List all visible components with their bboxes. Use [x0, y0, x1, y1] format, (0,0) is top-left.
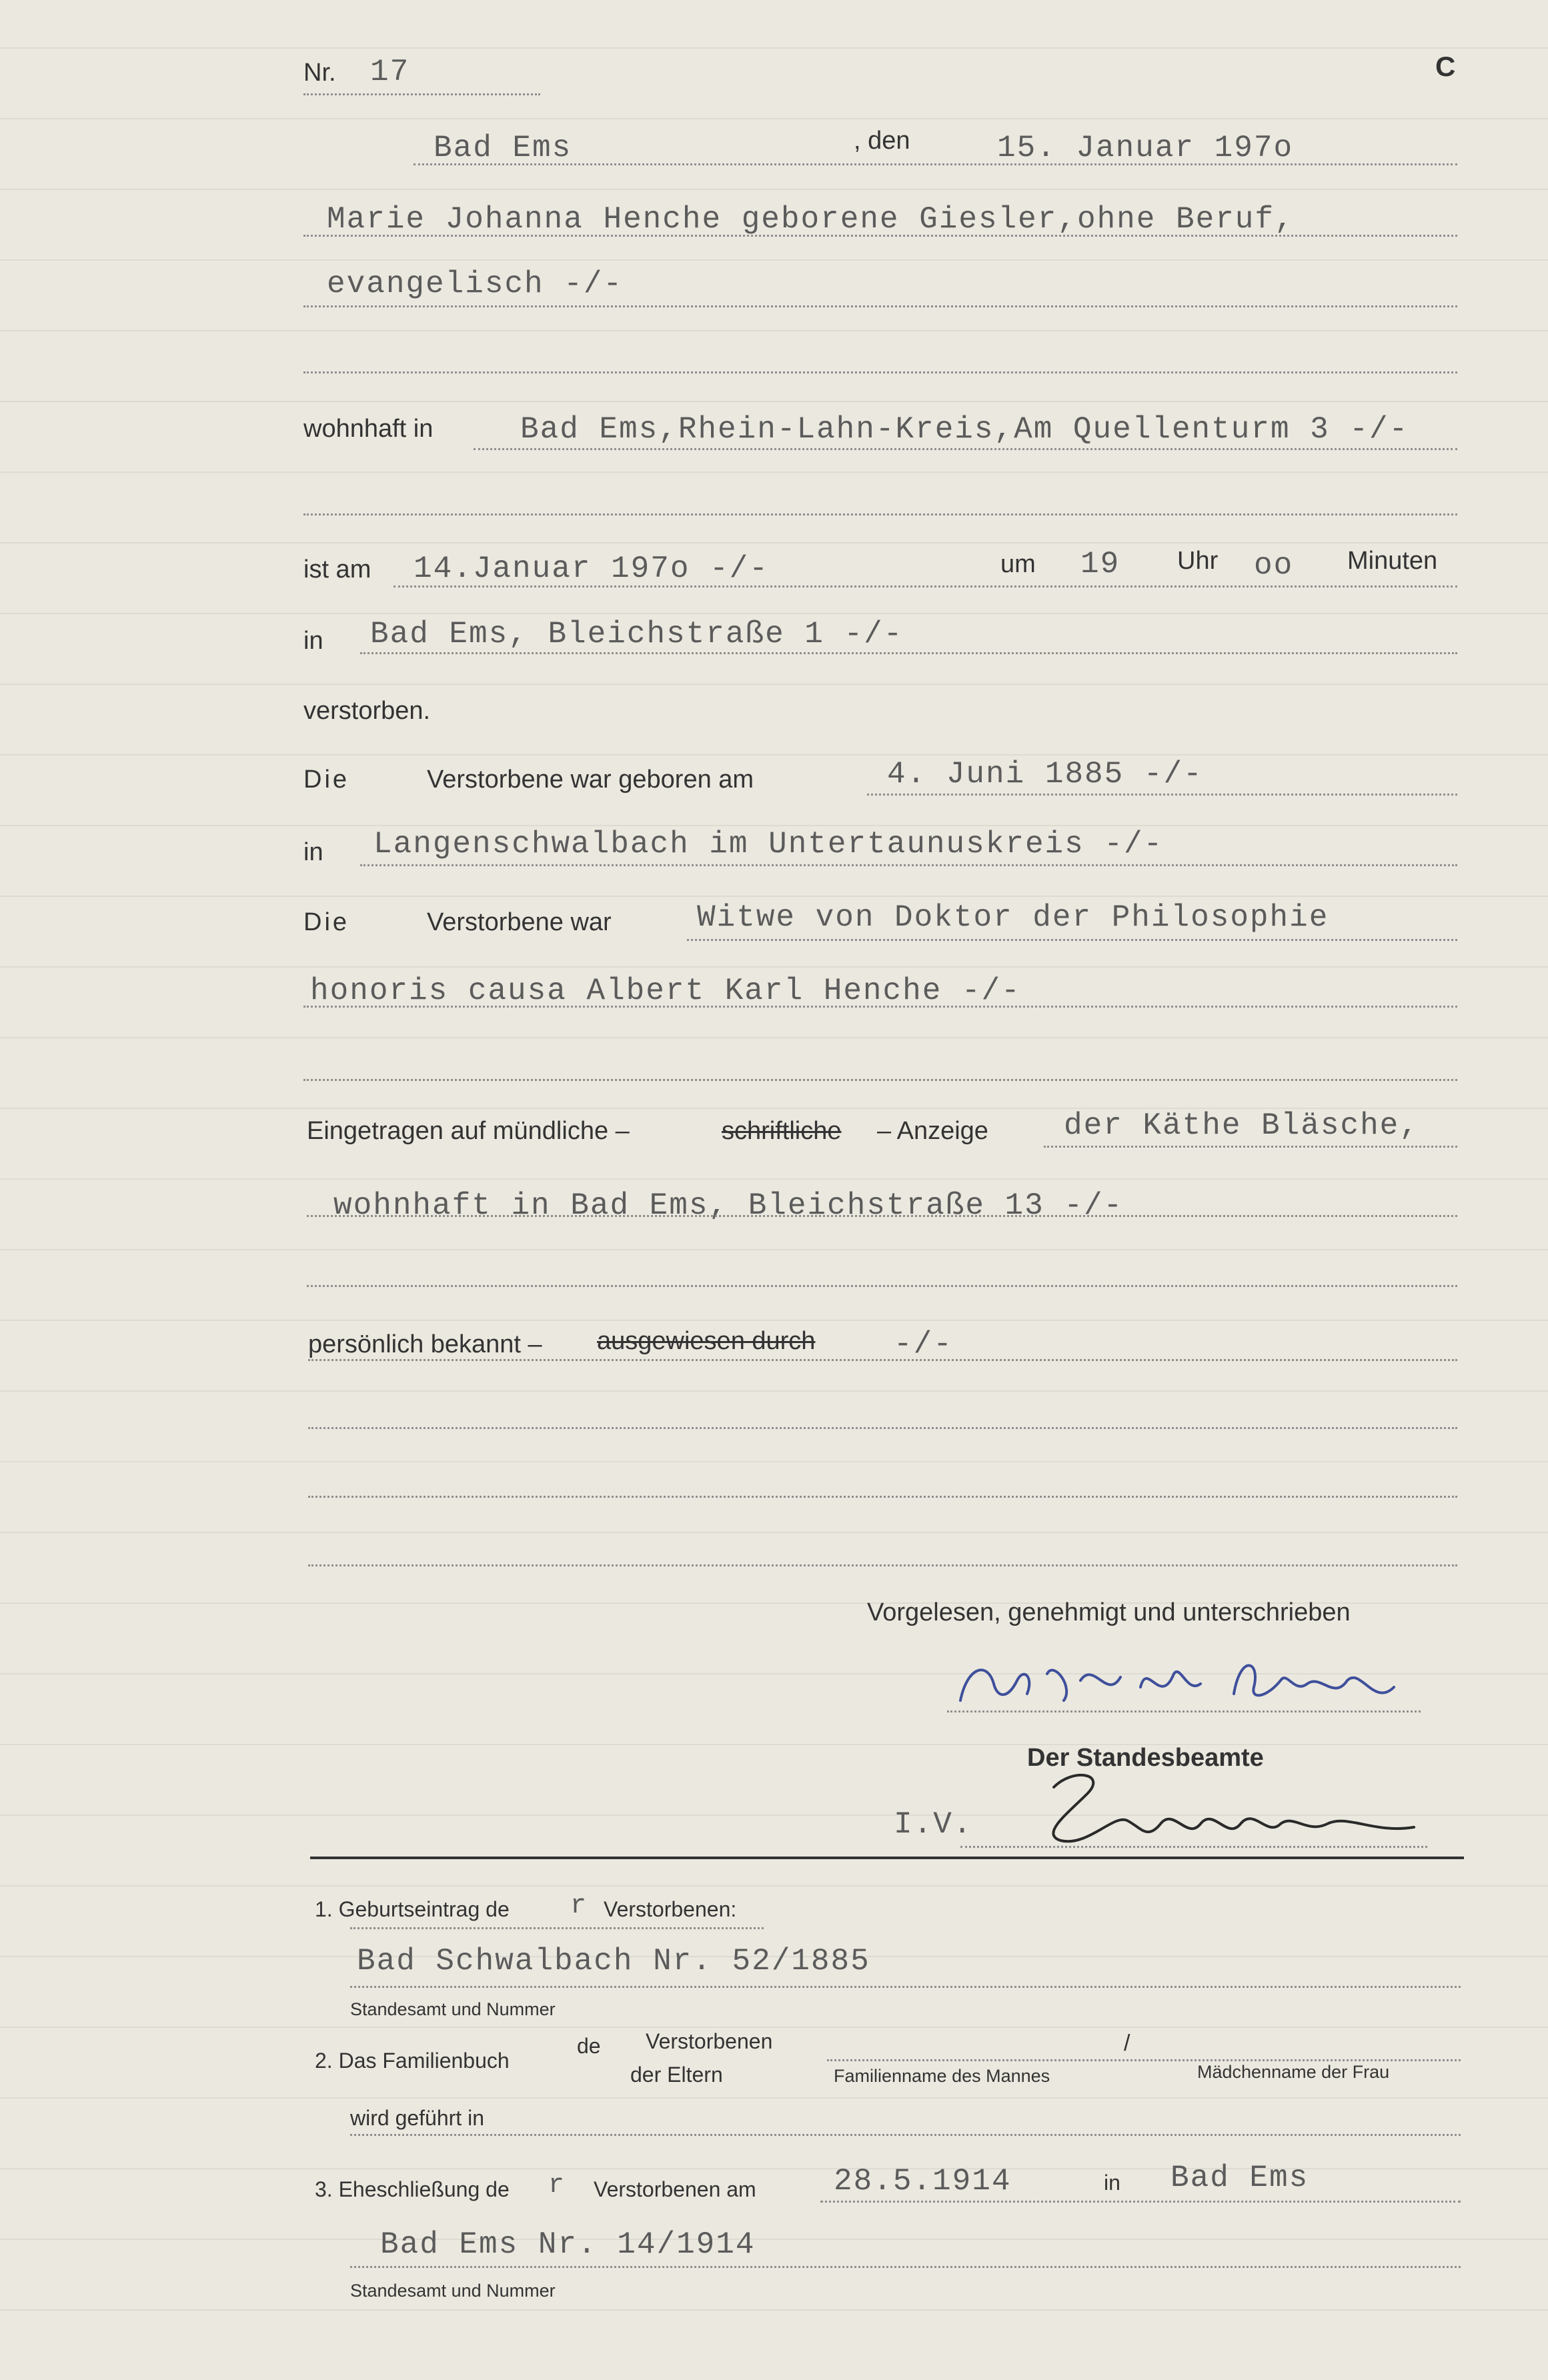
report-line2: wohnhaft in Bad Ems, Bleichstraße 13 -/- — [333, 1188, 1124, 1223]
person-underline1 — [303, 235, 1457, 237]
nr-underline — [303, 93, 540, 95]
item1-value-underline — [350, 1986, 1461, 1988]
residence-underline2 — [303, 513, 1457, 515]
item1-caption: Standesamt und Nummer — [350, 1999, 556, 2019]
place-value: Bad Ems — [434, 131, 572, 165]
item2-de: de — [577, 2034, 601, 2058]
item3-place: Bad Ems — [1171, 2161, 1309, 2195]
birth-date-underline — [867, 794, 1457, 796]
person-line2: evangelisch -/- — [327, 267, 624, 301]
item2-mannes: Familienname des Mannes — [834, 2066, 1050, 2086]
item3-in: in — [1104, 2171, 1120, 2195]
signature2-underline — [960, 1846, 1427, 1848]
report-label-a: Eingetragen auf mündliche – — [307, 1117, 630, 1145]
birth-place-underline — [360, 864, 1457, 866]
person-underline3 — [303, 371, 1457, 373]
status-die-label: Die — [303, 908, 350, 936]
signature-standesbeamte — [1014, 1760, 1427, 1854]
place-date-underline — [414, 163, 1457, 165]
item1-label: 1. Geburtseintrag de — [315, 1897, 510, 1921]
den-label: , den — [854, 127, 910, 155]
status-label: Verstorbene war — [427, 908, 612, 936]
signature1-underline — [947, 1710, 1421, 1712]
item2-verstorbenen: Verstorbenen — [646, 2029, 773, 2053]
residence-value: Bad Ems,Rhein-Lahn-Kreis,Am Quellenturm 3 -/- — [520, 412, 1409, 447]
residence-label: wohnhaft in — [303, 415, 434, 443]
death-minutes: oo — [1254, 548, 1294, 583]
nr-label: Nr. — [303, 59, 336, 87]
death-underline — [394, 585, 1457, 587]
nr-value: 17 — [370, 55, 410, 89]
death-date: 14.Januar 197o -/- — [414, 551, 769, 586]
item1-value: Bad Schwalbach Nr. 52/1885 — [357, 1944, 870, 1979]
birth-die-label: Die — [303, 766, 350, 794]
item1-letter: r — [570, 1891, 588, 1921]
item2-gefuehrt-underline — [350, 2134, 1461, 2136]
item1-suffix: Verstorbenen: — [604, 1897, 737, 1921]
signature-kaethe-blaesche — [947, 1647, 1427, 1720]
verstorben-text: verstorben. — [303, 697, 431, 725]
footer-divider — [310, 1857, 1464, 1859]
person-underline2 — [303, 305, 1457, 307]
report-label-b: – Anzeige — [877, 1117, 988, 1145]
item2-slash: / — [1124, 2031, 1130, 2056]
item2-eltern: der Eltern — [630, 2063, 723, 2087]
report-line1: der Käthe Bläsche, — [1064, 1108, 1419, 1143]
death-hour: 19 — [1080, 547, 1120, 581]
iv-label: I.V. — [894, 1807, 973, 1842]
identity-underline3 — [308, 1496, 1457, 1498]
death-label: ist am — [303, 555, 371, 583]
item3-mid: Verstorbenen am — [594, 2177, 756, 2201]
report-underline2 — [307, 1215, 1457, 1217]
identity-underline2 — [308, 1427, 1457, 1429]
item2-label: 2. Das Familienbuch — [315, 2049, 510, 2073]
identity-underline1 — [308, 1359, 1457, 1361]
birth-in-label: in — [303, 838, 323, 866]
death-place-underline — [360, 652, 1457, 654]
item3-caption: Standesamt und Nummer — [350, 2281, 556, 2301]
date-value: 15. Januar 197o — [997, 131, 1294, 165]
corner-letter: C — [1435, 51, 1456, 82]
death-in-label: in — [303, 627, 323, 655]
vorgelesen-text: Vorgelesen, genehmigt und unterschrieben — [867, 1598, 1351, 1626]
item3-value-underline — [350, 2266, 1461, 2268]
uhr-label: Uhr — [1177, 547, 1219, 575]
death-place: Bad Ems, Bleichstraße 1 -/- — [370, 617, 904, 652]
report-label-struck: schriftliche — [722, 1117, 842, 1145]
identity-underline4 — [308, 1564, 1457, 1566]
minuten-label: Minuten — [1347, 547, 1438, 575]
status-line2: honoris causa Albert Karl Henche -/- — [310, 974, 1021, 1008]
item2-underline — [827, 2059, 1461, 2061]
residence-underline1 — [474, 448, 1457, 450]
item3-underline — [820, 2201, 1461, 2203]
um-label: um — [1000, 550, 1036, 578]
item3-date: 28.5.1914 — [834, 2164, 1012, 2199]
status-underline3 — [303, 1079, 1457, 1081]
status-line1: Witwe von Doktor der Philosophie — [697, 900, 1329, 935]
status-underline2 — [303, 1006, 1457, 1008]
birth-label: Verstorbene war geboren am — [427, 766, 754, 794]
item3-value: Bad Ems Nr. 14/1914 — [380, 2227, 756, 2262]
item3-letter: r — [548, 2171, 566, 2201]
identity-value: -/- — [894, 1327, 953, 1362]
report-underline1 — [1044, 1146, 1457, 1148]
birth-date: 4. Juni 1885 -/- — [887, 757, 1203, 792]
identity-label: persönlich bekannt – — [308, 1330, 542, 1358]
status-underline1 — [687, 939, 1457, 941]
item1-label-underline — [350, 1927, 764, 1929]
item2-frau: Mädchenname der Frau — [1197, 2062, 1390, 2082]
birth-place: Langenschwalbach im Untertaunuskreis -/- — [373, 827, 1164, 862]
item3-label: 3. Eheschließung de — [315, 2177, 510, 2201]
report-underline3 — [307, 1285, 1457, 1287]
standesbeamte-label: Der Standesbeamte — [1027, 1744, 1264, 1772]
person-line1: Marie Johanna Henche geborene Giesler,ohne Beruf, — [327, 202, 1295, 237]
item2-gefuehrt: wird geführt in — [350, 2106, 484, 2130]
identity-struck: ausgewiesen durch — [597, 1327, 816, 1355]
